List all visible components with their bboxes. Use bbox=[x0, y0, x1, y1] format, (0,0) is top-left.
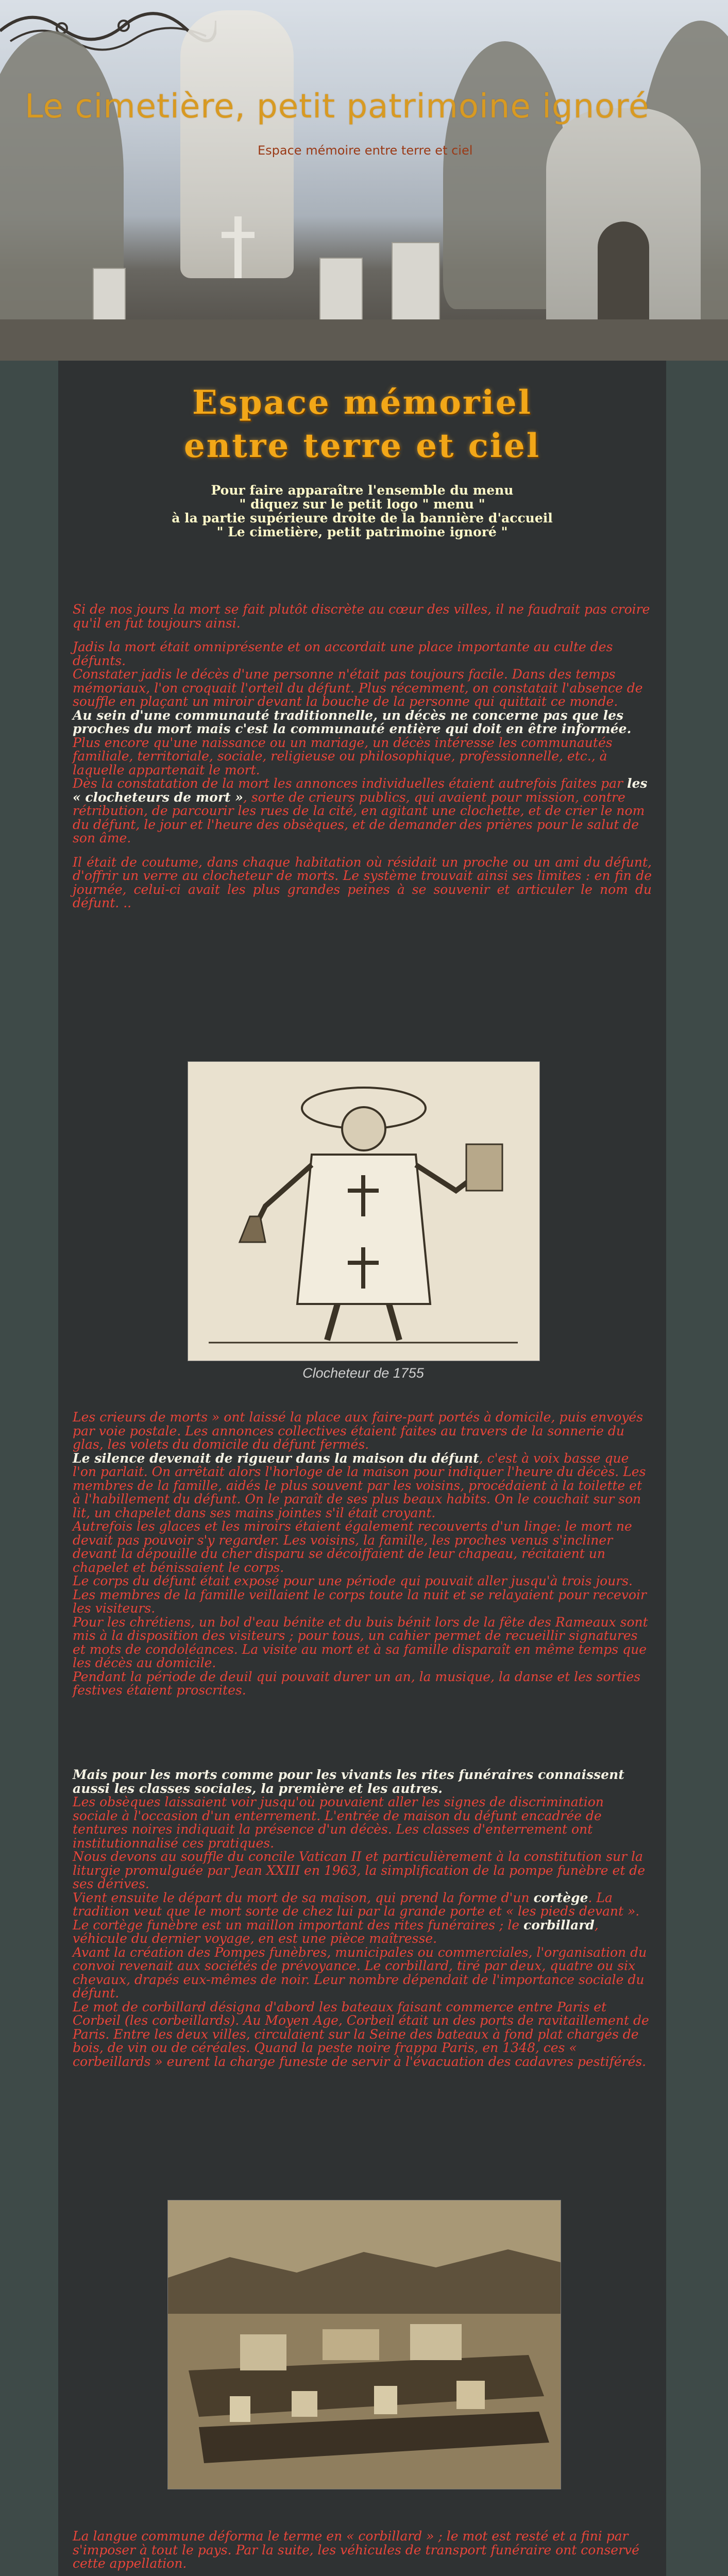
paragraph: Il était de coutume, dans chaque habitation où résidait un proche ou un ami du défunt, d'offrir un verre au clocheteur de morts. Le système trouvait ainsi ses limites : en fin de journée, celui-ci avait les plus grandes peines à se souvenir et articuler le nom du défunt. .. bbox=[73, 854, 652, 910]
gravestone bbox=[93, 268, 126, 327]
menu-hint-line3: à la partie supérieure droite de la bannière d'accueil bbox=[172, 511, 553, 526]
emphasis: Au sein d'une communauté traditionnelle, un décès ne concerne pas que les proches du mort mais c'est la communauté entière qui doit en être informée. bbox=[73, 707, 632, 736]
ground bbox=[0, 319, 728, 361]
paragraph: Constater jadis le décès d'une personne n'était pas toujours facile. Dans des temps mémoriaux, l'on croquait l'orteil du défunt. Plus récemment, on constatait l'absence de souffle en plaçant un miroir devant la bouche de la personne qui quittait ce monde. bbox=[73, 667, 643, 709]
intro-text bbox=[73, 603, 652, 910]
paragraph bbox=[73, 777, 652, 845]
figure-caption: Clocheteur de 1755 bbox=[302, 1365, 424, 1381]
site-title[interactable]: Le cimetière, petit patrimoine ignoré bbox=[25, 88, 650, 126]
grave-cross bbox=[234, 216, 242, 278]
content-panel bbox=[58, 361, 666, 2576]
paragraph bbox=[73, 1452, 652, 1520]
clocheteur-engraving bbox=[188, 1061, 540, 1361]
section-text bbox=[73, 1411, 652, 1698]
clocheteur-illustration bbox=[188, 1062, 539, 1361]
section-heading bbox=[73, 1768, 652, 1795]
menu-hint-line4: " Le cimetière, petit patrimoine ignoré " bbox=[216, 524, 508, 539]
paragraph: Si de nos jours la mort se fait plutôt discrète au cœur des villes, il ne faudrait pas croire qu'il en fut toujours ainsi. bbox=[73, 602, 650, 631]
paragraph: Les obsèques laissaient voir jusqu'où pouvaient aller les signes de discrimination sociale à l'occasion d'un enterrement. L'entrée de maison du défunt encadrée de tentures noires indiquait la présence d'un décès. Les classes d'enterrement ont institutionnalisé ces pratiques. bbox=[73, 1794, 604, 1851]
paragraph-text: Plus encore qu'une naissance ou un mariage, un décès intéresse les communautés familiale, territoriale, sociale, religieuse ou philosophique, professionnelle, etc., à laquelle appartenait le mort. bbox=[73, 735, 613, 777]
boats-illustration bbox=[168, 2200, 561, 2489]
paragraph: Pour les chrétiens, un bol d'eau bénite et du buis bénit lors de la fête des Rameaux sont mis à la disposition des visiteurs ; pour tous, un cahier permet de recueillir signatures et mots de condoléances. La visite au mort et à sa famille disparaît en même temps que les décès au domicile. bbox=[73, 1614, 648, 1670]
header-banner-photo bbox=[0, 0, 728, 361]
gravestone bbox=[392, 242, 440, 327]
paragraph: Avant la création des Pompes funèbres, municipales ou commerciales, l'organisation du convoi revenait aux sociétés de prévoyance. Le corbillard, tiré par deux, quatre ou six chevaux, drapés eux-mêmes de noir. Leur nombre dépendait de l'importance sociale du défunt. bbox=[73, 1944, 647, 2001]
paragraph: Les crieurs de morts » ont laissé la place aux faire-part portés à domicile, puis envoyés par voie postale. Les annonces collectives étaient faites au travers de la sonnerie du glas, les volets du domicile du défunt fermés. bbox=[73, 1410, 644, 1452]
emphasis: cortège bbox=[533, 1890, 588, 1905]
paragraph: Le mot de corbillard désigna d'abord les bateaux faisant commerce entre Paris et Corbeil (les corbeillards). Au Moyen Age, Corbeil était un des ports de ravitaillement de Paris. Entre les deux villes, circulaient sur la Seine des bateaux à fond plat chargés de bois, de vin ou de céréales. Quand la peste noire frappa Paris, en 1348, ces « corbeillards » eurent la charge funeste de servir à l'évacuation des cadavres pestiférés. bbox=[73, 1999, 649, 2069]
paragraph-text: , véhicule du dernier voyage, en est une pièce maîtresse. bbox=[73, 1917, 599, 1946]
paragraph-text: Vient ensuite le départ du mort de sa maison, qui prend la forme d'un bbox=[73, 1890, 534, 1905]
menu-hint bbox=[58, 483, 666, 539]
site-subtitle: Espace mémoire entre terre et ciel bbox=[258, 143, 473, 158]
corbillard-boats-painting bbox=[167, 2200, 561, 2489]
section-text bbox=[73, 2530, 652, 2576]
paragraph-text: , sorte de crieurs publics, qui avaient pour mission, contre rétribution, de parcourir les rues de la cité, en agitant une clochette, et de crier le nom du défunt, le jour et l'heure des obsèques, et de demander des prières pour le salut de son âme. bbox=[73, 789, 645, 845]
emphasis: Mais pour les morts comme pour les vivants les rites funéraires connaissent aussi les classes sociales, la première et les autres. bbox=[73, 1767, 624, 1796]
page-title-line1: Espace mémoriel bbox=[192, 383, 532, 422]
emphasis: Le silence devenait de rigueur dans la maison du défunt bbox=[73, 1450, 479, 1466]
emphasis: les « clocheteurs de mort » bbox=[73, 776, 648, 805]
emphasis: corbillard bbox=[523, 1917, 595, 1933]
paragraph-text: . La tradition veut que le mort sorte de chez lui par la grande porte et « les pieds devant ». Le cortège funèbre est un maillon important des rites funéraires ; le bbox=[73, 1890, 640, 1933]
menu-hint-line1: Pour faire apparaître l'ensemble du menu bbox=[211, 483, 514, 498]
paragraph: Jadis la mort était omniprésente et on accordait une place importante au culte des défunts. bbox=[73, 639, 613, 668]
section-text bbox=[73, 1768, 652, 2069]
paragraph: Autrefois les glaces et les miroirs étaient également recouverts d'un linge: le mort ne devait pas pouvoir s'y regarder. Les voisins, la famille, les proches venus s'incliner devant la dépouille du cher disparu se décoiffaient de leur chapeau, récitaient un chapelet et bénissaient le corps. bbox=[73, 1519, 632, 1575]
paragraph: Pendant la période de deuil qui pouvait durer un an, la musique, la danse et les sorties festives étaient proscrites. bbox=[73, 1669, 641, 1698]
paragraph: La langue commune déforma le terme en « corbillard » ; le mot est resté et a fini par s'imposer à tout le pays. Par la suite, les véhicules de transport funéraire ont conservé cette appellation. bbox=[73, 2529, 639, 2571]
paragraph: Nous devons au souffle du concile Vatican II et particulièrement à la constitution sur la liturgie promulguée par Jean XXIII en 1963, la simplification de la pompe funèbre et de ses dérives. bbox=[73, 1849, 646, 1891]
paragraph bbox=[73, 1891, 652, 1946]
paragraph: Le corps du défunt était exposé pour une période qui pouvait aller jusqu'à trois jours. Les membres de la famille veillaient le corps toute la nuit et se relayaient pour recevoir les visiteurs. bbox=[73, 1573, 647, 1616]
chapel-door bbox=[598, 222, 649, 330]
menu-hint-line2: " diquez sur le petit logo " menu " bbox=[239, 497, 485, 512]
paragraph-text: , c'est à voix basse que l'on parlait. On arrêtait alors l'horloge de la maison pour indiquer l'heure du décès. Les membres de la famille, aidés le plus souvent par les voisins, procédaient à la toilette et à l'habillement du défunt. On le paraît de ses plus beaux habits. On le couchait sur son lit, un chapelet dans ses mains jointes s'il était croyant. bbox=[73, 1450, 646, 1520]
page-title-line2: entre terre et ciel bbox=[183, 427, 541, 465]
paragraph bbox=[73, 709, 652, 777]
grave-cross bbox=[222, 232, 255, 238]
paragraph-text: Dès la constatation de la mort les annonces individuelles étaient autrefois faites par bbox=[73, 776, 627, 791]
page-title bbox=[58, 381, 666, 468]
gravestone bbox=[319, 258, 363, 327]
